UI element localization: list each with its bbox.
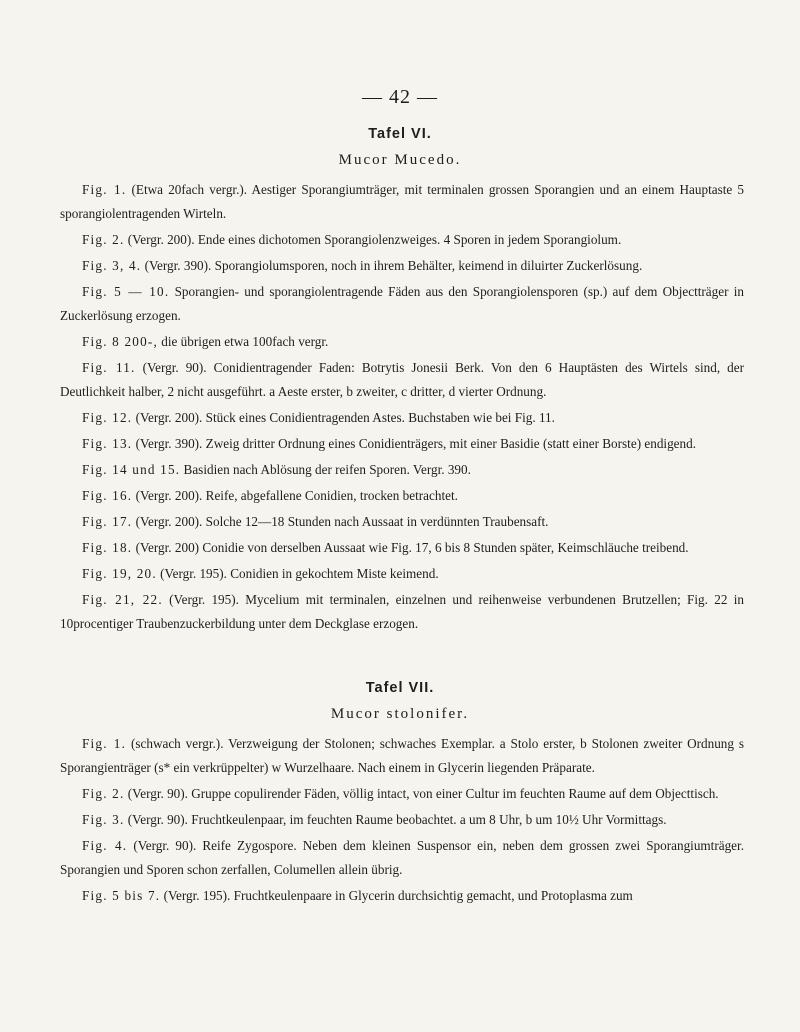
figure-label: Fig. 5 bis 7. xyxy=(82,888,161,903)
figure-caption xyxy=(60,178,744,226)
figure-label: Fig. 1. xyxy=(82,182,127,197)
figure-label: Fig. 2. xyxy=(82,786,125,801)
figure-label: Fig. 5 — 10. xyxy=(82,284,170,299)
figure-label: Fig. 3, 4. xyxy=(82,258,142,273)
figure-label: Fig. 13. xyxy=(82,436,133,451)
figure-text: (Vergr. 390). Zweig dritter Ordnung eines Conidienträgers, mit einer Basidie (statt einer Borste) endigend. xyxy=(135,436,697,451)
figure-caption xyxy=(60,732,744,780)
figure-text: (Vergr. 195). Mycelium mit terminalen, einzelnen und reihenweise verbundenen Brutzellen; Fig. 22 in 10procentiger Traubenzuckerbildung unter dem Deckglase erzogen. xyxy=(60,592,744,631)
plate-vii-figure-list xyxy=(60,732,744,910)
figure-caption xyxy=(60,834,744,882)
figure-caption xyxy=(60,356,744,404)
figure-caption xyxy=(60,510,744,534)
figure-caption xyxy=(60,330,744,354)
figure-text: (Vergr. 90). Conidientragender Faden: Botrytis Jonesii Berk. Von den 6 Hauptästen des Wirtels sind, der Deutlichkeit halber, 2 nicht ausgeführt. a Aeste erster, b zweiter, c dritter, d vierter Ordnung. xyxy=(60,360,745,399)
plate-vi-figure-list xyxy=(60,178,744,638)
figure-caption xyxy=(60,588,744,636)
figure-text: (Vergr. 90). Reife Zygospore. Neben dem kleinen Suspensor ein, neben dem grossen zwei Sporangiumträger. Sporangien und Sporen schon zerfallen, Columellen allein übrig. xyxy=(60,838,744,877)
figure-caption xyxy=(60,782,744,806)
figure-text: (Vergr. 200) Conidie von derselben Aussaat wie Fig. 17, 6 bis 8 Stunden später, Keimschläuche treibend. xyxy=(135,540,689,555)
species-heading: Mucor Mucedo. xyxy=(338,152,462,168)
figure-label: Fig. 16. xyxy=(82,488,133,503)
page-number: — 42 — xyxy=(362,86,438,108)
figure-label: Fig. 21, 22. xyxy=(82,592,163,607)
figure-text: (Vergr. 200). Ende eines dichotomen Sporangiolenzweiges. 4 Sporen in jedem Sporangiolum. xyxy=(127,232,622,247)
figure-label: Fig. 14 und 15. xyxy=(82,462,181,477)
figure-label: Fig. 17. xyxy=(82,514,133,529)
figure-text: (Vergr. 195). Conidien in gekochtem Miste keimend. xyxy=(160,566,439,581)
figure-label: Fig. 1. xyxy=(82,736,127,751)
figure-caption xyxy=(60,228,744,252)
plate-heading: Tafel VII. xyxy=(365,680,435,696)
figure-caption xyxy=(60,562,744,586)
species-heading: Mucor stolonifer. xyxy=(330,706,470,722)
figure-text: Basidien nach Ablösung der reifen Sporen. Vergr. 390. xyxy=(183,462,471,477)
figure-label: Fig. 11. xyxy=(82,360,136,375)
figure-label: Fig. 3. xyxy=(82,812,125,827)
figure-text: (Vergr. 200). Reife, abgefallene Conidien, trocken betrachtet. xyxy=(135,488,458,503)
figure-text: die übrigen etwa 100fach vergr. xyxy=(161,334,329,349)
figure-caption xyxy=(60,406,744,430)
figure-text: (schwach vergr.). Verzweigung der Stolonen; schwaches Exemplar. a Stolo erster, b Stolonen zweiter Ordnung s Sporangienträger (s* ein verkrüppelter) w Wurzelhaare. Nach einem in Glycerin liegenden Präparate. xyxy=(60,736,744,775)
figure-text: (Vergr. 200). Solche 12—18 Stunden nach Aussaat in verdünnten Traubensaft. xyxy=(135,514,549,529)
figure-text: (Vergr. 90). Fruchtkeulenpaar, im feuchten Raume beobachtet. a um 8 Uhr, b um 10½ Uhr Vormittags. xyxy=(127,812,667,827)
figure-text: Sporangien- und sporangiolentragende Fäden aus den Sporangiolensporen (sp.) auf dem Objectträger in Zuckerlösung erzogen. xyxy=(60,284,745,323)
figure-text: (Vergr. 195). Fruchtkeulenpaare in Glycerin durchsichtig gemacht, und Protoplasma zum xyxy=(163,888,633,903)
figure-caption xyxy=(60,280,744,328)
figure-caption xyxy=(60,536,744,560)
figure-caption xyxy=(60,432,744,456)
figure-label: Fig. 8 200-, xyxy=(82,334,158,349)
figure-text: (Vergr. 90). Gruppe copulirender Fäden, völlig intact, von einer Cultur im feuchten Raume auf dem Objecttisch. xyxy=(127,786,719,801)
figure-label: Fig. 18. xyxy=(82,540,133,555)
figure-text: (Etwa 20fach vergr.). Aestiger Sporangiumträger, mit terminalen grossen Sporangien und an einem Hauptaste 5 sporangiolentragenden Wirteln. xyxy=(60,182,744,221)
figure-caption xyxy=(60,808,744,832)
figure-caption xyxy=(60,484,744,508)
figure-caption xyxy=(60,884,744,908)
figure-label: Fig. 4. xyxy=(82,838,128,853)
figure-caption xyxy=(60,458,744,482)
plate-heading: Tafel VI. xyxy=(368,126,432,142)
figure-label: Fig. 19, 20. xyxy=(82,566,157,581)
figure-text: (Vergr. 200). Stück eines Conidientragenden Astes. Buchstaben wie bei Fig. 11. xyxy=(135,410,555,425)
figure-text: (Vergr. 390). Sporangiolumsporen, noch in ihrem Behälter, keimend in diluirter Zuckerlösung. xyxy=(144,258,643,273)
figure-label: Fig. 12. xyxy=(82,410,133,425)
figure-label: Fig. 2. xyxy=(82,232,125,247)
figure-caption xyxy=(60,254,744,278)
